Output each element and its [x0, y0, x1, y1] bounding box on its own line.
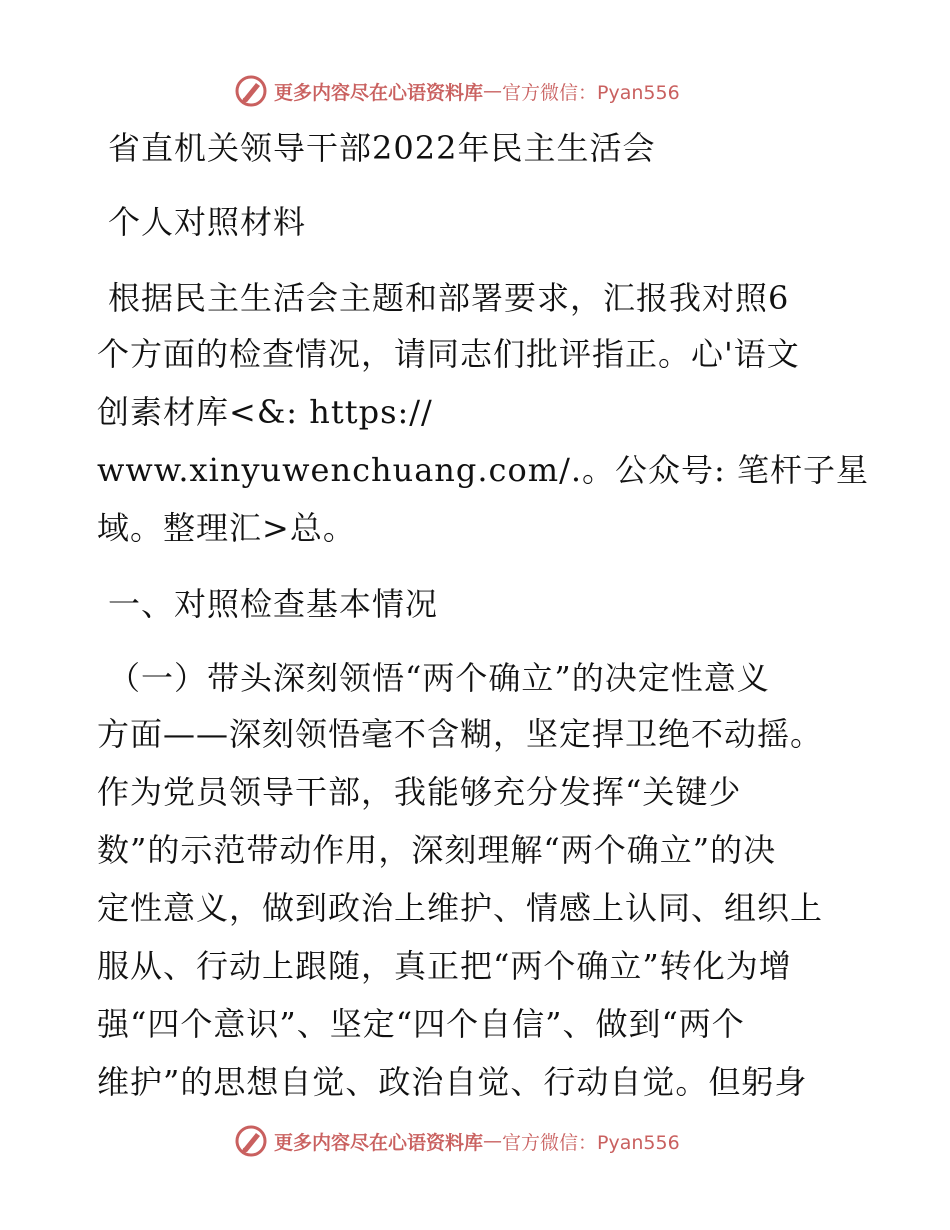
intro-line-2: 个方面的检查情况，请同志们批评指正。心'语文 [97, 335, 800, 373]
para-line-7: 强“四个意识”、坚定“四个自信”、做到“两个 [97, 1005, 745, 1043]
header-banner [234, 74, 680, 108]
section-heading: 一、对照检查基本情况 [108, 585, 439, 623]
title-line-1: 省直机关领导干部2022年民主生活会 [108, 129, 656, 167]
intro-line-4: www.xinyuwenchuang.com/.。公众号: 笔杆子星 [97, 451, 869, 489]
para-line-3: 作为党员领导干部，我能够充分发挥“关键少 [97, 773, 742, 811]
para-line-6: 服从、行动上跟随，真正把“两个确立”转化为增 [97, 947, 792, 985]
intro-line-1: 根据民主生活会主题和部署要求，汇报我对照6 [108, 279, 790, 317]
banner-text: 更多内容尽在心语资料库 [274, 81, 484, 104]
para-line-5: 定性意义，做到政治上维护、情感上认同、组织上 [97, 889, 824, 927]
banner-dash: — [483, 80, 503, 102]
intro-line-5: 域。整理汇>总。 [97, 509, 356, 547]
title-line-2: 个人对照材料 [108, 203, 307, 241]
para-line-8: 维护”的思想自觉、政治自觉、行动自觉。但躬身 [97, 1063, 808, 1101]
para-line-1: （一）带头深刻领悟“两个确立”的决定性意义 [108, 659, 770, 697]
pen-logo-icon [234, 1124, 268, 1158]
intro-line-3: 创素材库<&: https:// [97, 393, 433, 431]
banner-dash: — [483, 1130, 503, 1152]
footer-banner [234, 1124, 680, 1158]
para-line-4: 数”的示范带动作用，深刻理解“两个确立”的决 [97, 831, 777, 869]
banner-text: 更多内容尽在心语资料库 [274, 1131, 484, 1154]
banner-wechat: 官方微信：Pyan556 [502, 81, 680, 104]
para-line-2: 方面——深刻领悟毫不含糊，坚定捍卫绝不动摇。 [97, 715, 824, 753]
banner-wechat: 官方微信：Pyan556 [502, 1131, 680, 1154]
pen-logo-icon [234, 74, 268, 108]
